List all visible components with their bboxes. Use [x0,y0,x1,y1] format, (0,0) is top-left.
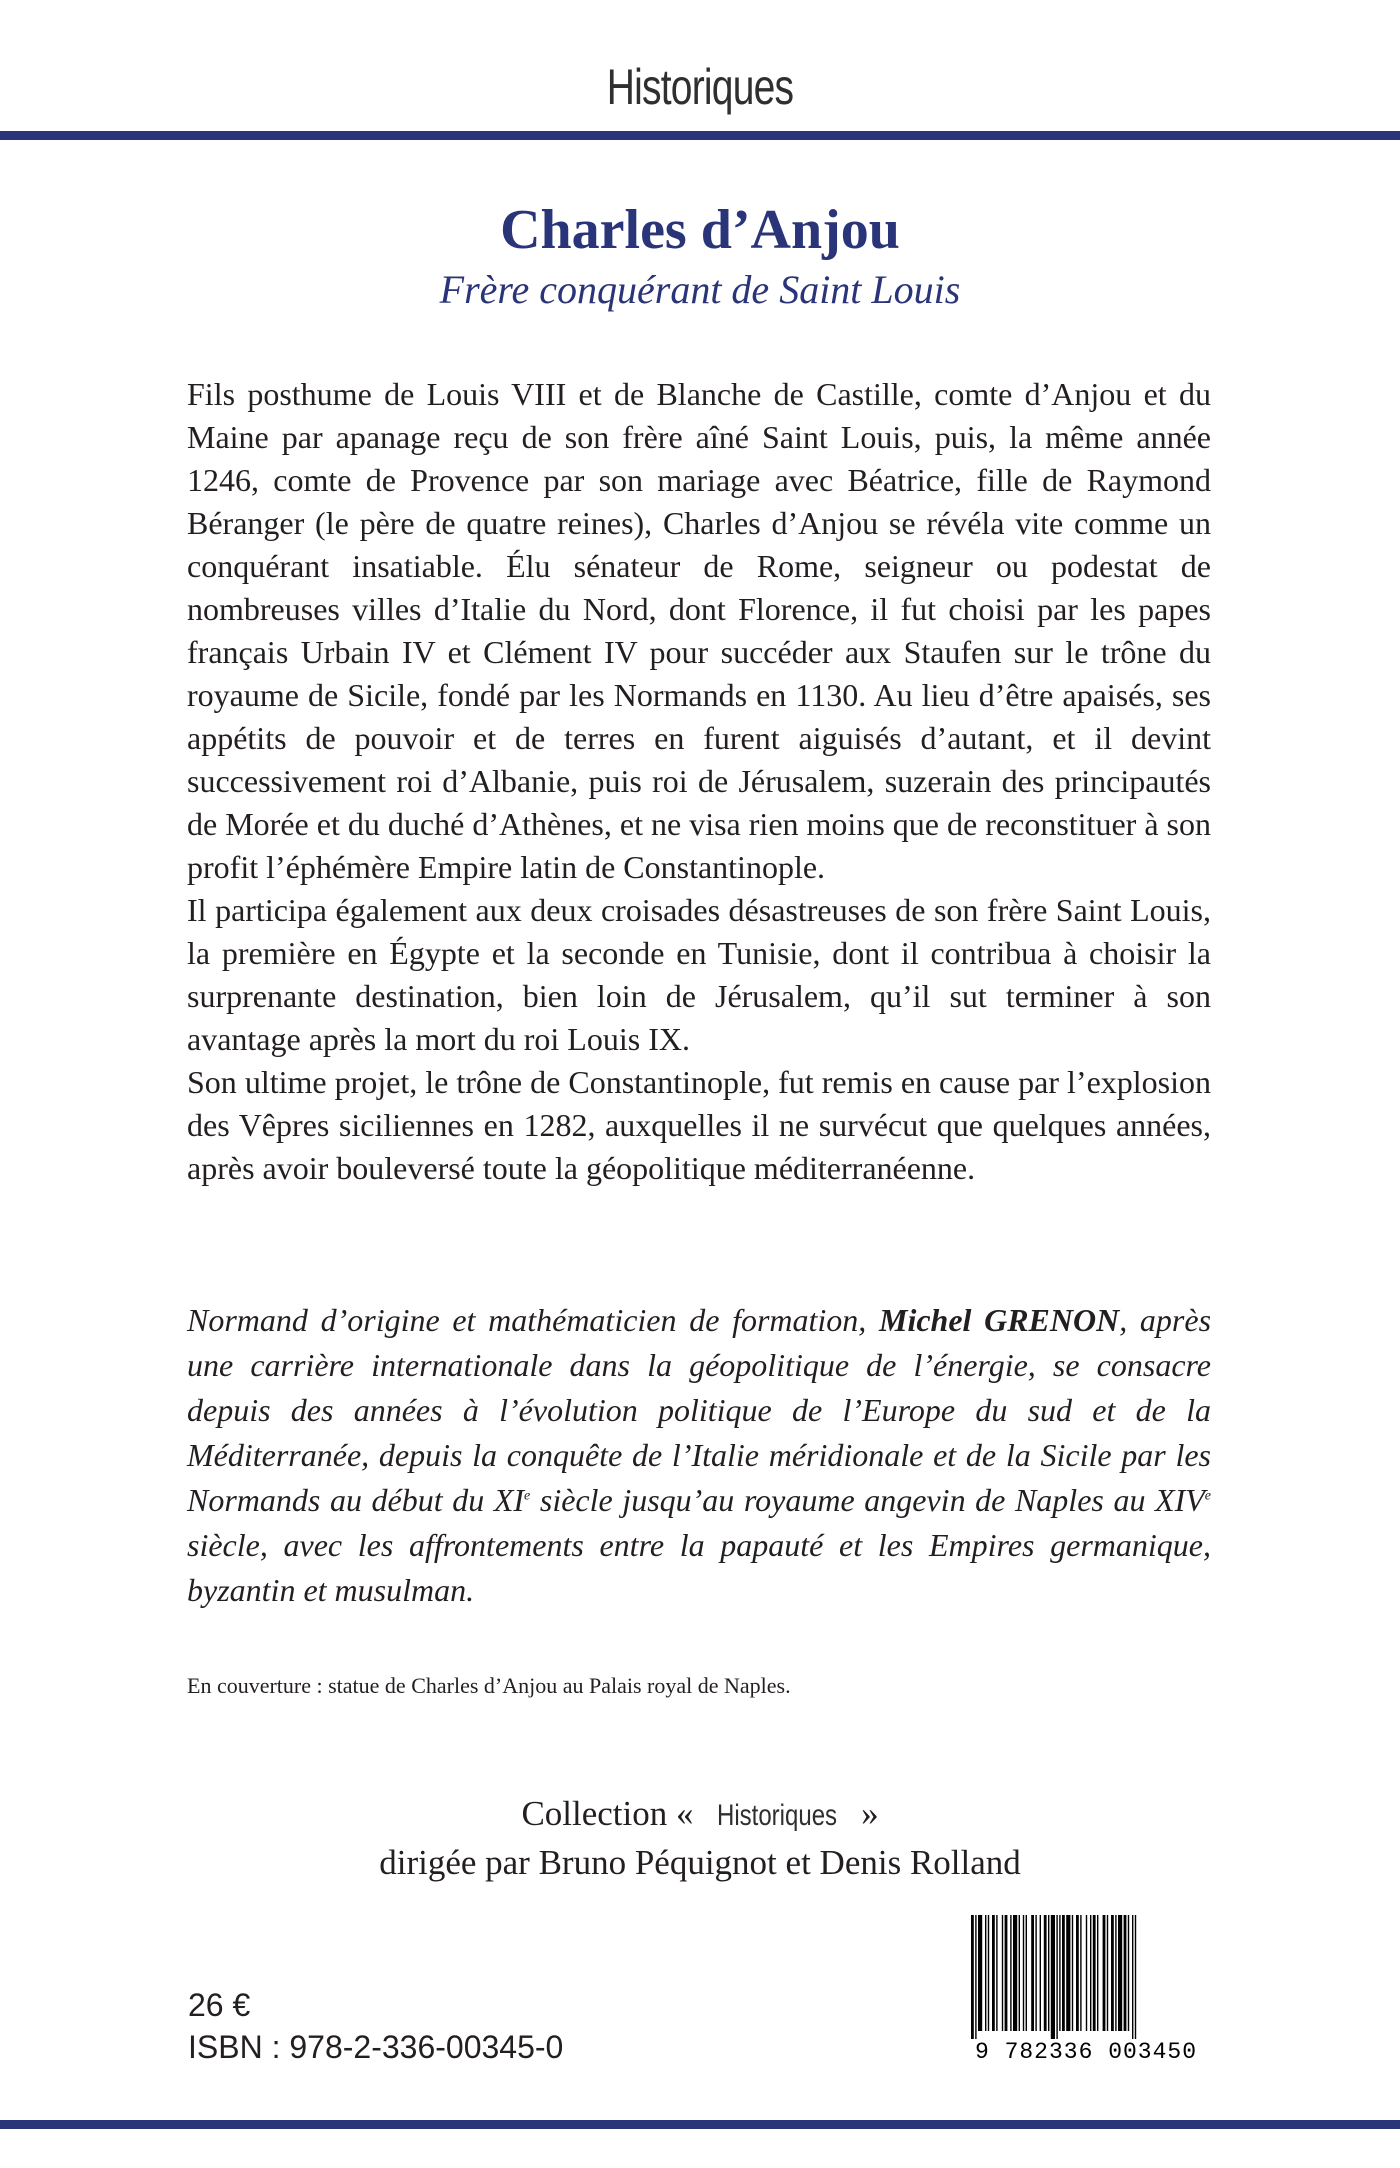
barcode-bar [1062,1915,1065,2031]
barcode-bar [1056,1915,1057,2039]
collection-line [0,1790,1400,1839]
barcode-bar [1097,1915,1098,2031]
barcode-bar [992,1915,995,2031]
barcode-bar [1035,1915,1036,2031]
barcode-bar [1010,1915,1011,2031]
barcode-bars [963,1915,1209,2039]
cover-credit: En couverture : statue de Charles d’Anjou au Palais royal de Naples. [187,1673,791,1698]
barcode-bar [1090,1915,1091,2031]
author-bio-text: siècle jusqu’au royaume angevin de Naples au XIV [530,1482,1205,1518]
barcode-bar [1076,1915,1079,2031]
barcode-bar [988,1915,989,2031]
barcode-bar [1026,1915,1027,2031]
barcode-bar [1072,1915,1073,2031]
collection-prefix: Collection « [521,1794,703,1833]
barcode-bar [1111,1915,1114,2031]
barcode-bar [996,1915,997,2031]
price: 26 € [188,1987,251,2023]
century-superscript: e [1204,1488,1212,1504]
bottom-divider [0,2120,1400,2129]
series-logo: Historiques [606,59,794,115]
barcode-bar [1118,1915,1122,2031]
summary-paragraph: Son ultime projet, le trône de Constantinople, fut remis en cause par l’explosion des Vêpres siciliennes en 1282, auxquelles il ne survécut que quelques années, après avoir bouleversé toute la géopolitique méditerranéenne. [187,1064,1211,1186]
barcode-bar [1023,1915,1024,2031]
barcode-bar [985,1915,986,2031]
barcode-bar [1086,1915,1087,2031]
barcode-bar [1124,1915,1127,2031]
summary-text [187,373,1211,1190]
century-superscript: e [524,1488,531,1504]
barcode-bar [1066,1915,1070,2031]
barcode-bar [1059,1915,1060,2031]
barcode-bar [1051,1915,1055,2039]
summary-paragraph: Fils posthume de Louis VIII et de Blanche de Castille, comte d’Anjou et du Maine par apanage reçu de son frère aîné Saint Louis, puis, la même année 1246, comte de Provence par son mariage avec Béatrice, fille de Raymond Béranger (le père de quatre reines), Charles d’Anjou se révéla vite comme un conquérant insatiable. Élu sénateur de Rome, seigneur ou podestat de nombreuses villes d’Italie du Nord, dont Florence, il fut choisi par les papes français Urbain IV et Clément IV pour succéder aux Staufen sur le trône du royaume de Sicile, fondé par les Normands en 1130. Au lieu d’être apaisés, ses appétits de pouvoir et de terres en furent aiguisés d’autant, et il devint successivement roi d’Albanie, puis roi de Jérusalem, suzerain des principautés de Morée et du duché d’Athènes, et ne visa rien moins que de reconstituer à son profit l’éphémère Empire latin de Constantinople. [187,376,1211,885]
barcode-bar [1103,1915,1106,2031]
barcode-bar [1048,1915,1049,2031]
barcode-bar [1107,1915,1108,2031]
barcode-bar [978,1915,982,2031]
barcode-bar [1044,1915,1047,2031]
book-title: Charles d’Anjou [500,199,900,261]
barcode-bar [1132,1915,1133,2039]
barcode-bar [1019,1915,1020,2031]
barcode-digits: 9 782336 003450 [974,2039,1198,2065]
barcode-bar [1135,1915,1136,2039]
barcode-bar [971,1915,974,2039]
collection-suffix: » [852,1794,879,1833]
barcode-bar [1013,1915,1017,2031]
collection-info [0,1790,1400,1886]
book-subtitle: Frère conquérant de Saint Louis [439,267,961,312]
barcode-bar [1040,1915,1041,2031]
author-bio-paragraph [187,1298,1211,1613]
top-divider [0,131,1400,140]
barcode-bar [1093,1915,1096,2031]
barcode [963,1915,1209,2073]
collection-directors: dirigée par Bruno Péquignot et Denis Rolland [379,1843,1021,1882]
author-bio-text: siècle, avec les affrontements entre la papauté et les Empires germanique, byzantin et musulman. [187,1527,1211,1608]
author-bio-text: Normand d’origine et mathématicien de formation, [187,1302,879,1338]
barcode-bar [1002,1915,1003,2031]
barcode-bar [1128,1915,1129,2031]
barcode-bar [1080,1915,1081,2031]
author-name: Michel GRENON [878,1302,1120,1338]
author-bio [187,1298,1211,1613]
summary-paragraph: Il participa également aux deux croisades désastreuses de son frère Saint Louis, la première en Égypte et la seconde en Tunisie, dont il contribua à choisir la surprenante destination, bien loin de Jérusalem, qu’il sut terminer à son avantage après la mort du roi Louis IX. [187,892,1211,1057]
barcode-bar [975,1915,976,2039]
author-bio-text: , après une carrière internationale dans la géopolitique de l’énergie, se consacre depuis des années à l’évolution politique de l’Europe du sud et de la Méditerranée, depuis la conquête de l’Italie méridionale et de la Sicile par les Normands au début du XI [187,1302,1212,1518]
barcode-bar [1115,1915,1116,2031]
barcode-bar [1005,1915,1008,2031]
collection-series-name: Historiques [717,1799,838,1832]
isbn: ISBN : 978-2-336-00345-0 [188,2029,564,2065]
barcode-bar [1031,1915,1034,2031]
